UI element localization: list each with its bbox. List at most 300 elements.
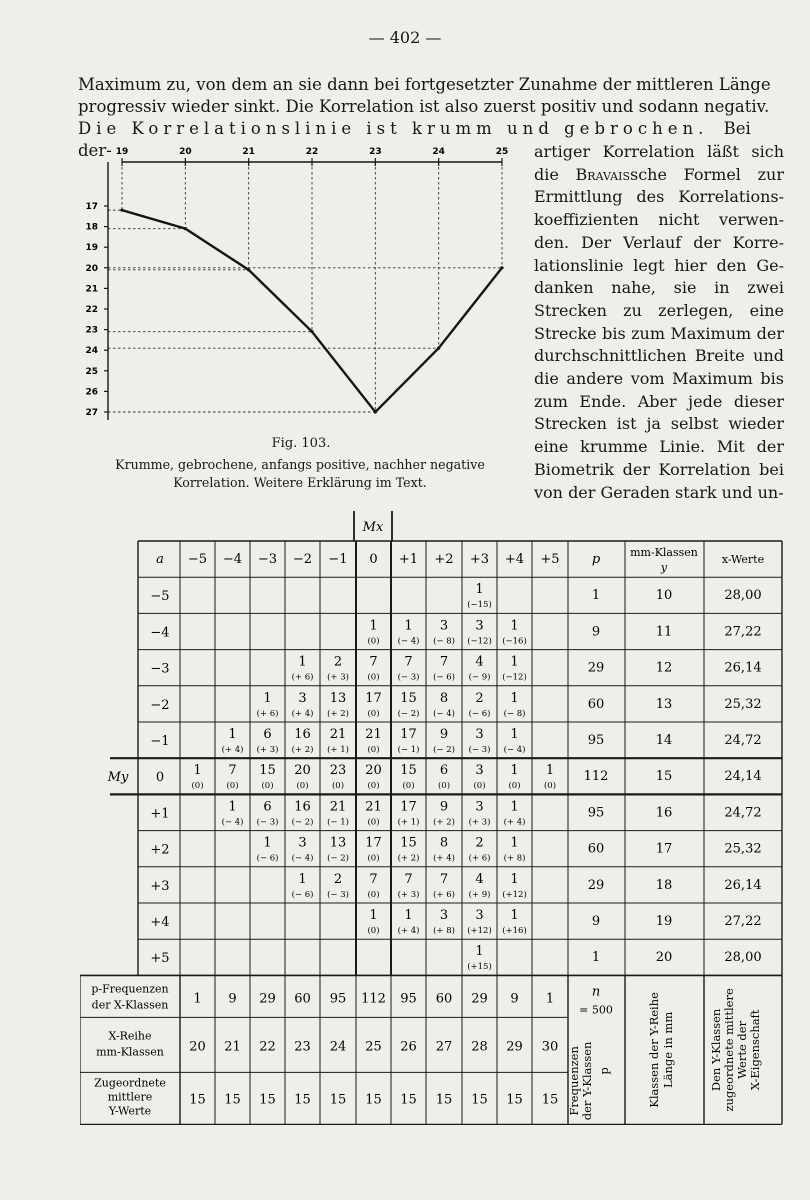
table-row xyxy=(150,582,761,610)
freq-value: 29 xyxy=(471,991,488,1007)
xreihe-value: 24 xyxy=(329,1039,347,1055)
cell-product: (− 6) xyxy=(433,672,455,683)
zug-value: 15 xyxy=(471,1092,488,1108)
spaced-emphasis-text: Die Korrelationslinie ist krumm und gebrochen. xyxy=(78,119,709,138)
paragraph-line-1: Maximum zu, von dem an sie dann bei fortgesetzter Zunahme der mittleren Länge xyxy=(78,75,771,94)
y-tick-label: 26 xyxy=(85,387,98,398)
zug-value: 15 xyxy=(224,1092,241,1108)
y-tick-label: 17 xyxy=(85,202,98,212)
cell-product: (− 9) xyxy=(468,672,491,683)
zug-value: 15 xyxy=(189,1092,206,1108)
row-x-wert: 25,32 xyxy=(724,696,762,712)
zug-value: 15 xyxy=(259,1092,276,1108)
cell-product: (0) xyxy=(226,781,239,792)
side-text-line: danken nahe, sie in zwei xyxy=(534,278,784,298)
cell-product: (+15) xyxy=(467,962,492,973)
cell-product: (0) xyxy=(367,889,380,900)
row-p-value: 95 xyxy=(587,733,605,748)
row-x-wert: 27,22 xyxy=(724,624,762,640)
cell-frequency: 7 xyxy=(228,763,237,779)
cell-frequency: 7 xyxy=(404,871,413,887)
xreihe-value: 27 xyxy=(435,1039,453,1055)
side-text-line: eine krumme Linie. Mit der xyxy=(534,437,784,457)
cell-frequency: 3 xyxy=(475,618,484,634)
cell-frequency: 1 xyxy=(228,799,237,815)
cell-product: (0) xyxy=(367,672,380,683)
y-tick-label: 18 xyxy=(85,222,98,233)
cell-product: (−15) xyxy=(467,600,492,611)
cell-product: (0) xyxy=(367,926,380,936)
cell-frequency: 9 xyxy=(439,799,449,815)
cell-product: (+ 6) xyxy=(291,672,314,683)
freq-value: 9 xyxy=(510,991,519,1007)
cell-product: (0) xyxy=(367,708,380,719)
cell-frequency: 17 xyxy=(365,835,382,851)
zug-label-3: Y-Werte xyxy=(108,1104,152,1118)
row-label: −5 xyxy=(150,589,170,605)
row-x-wert: 28,00 xyxy=(724,950,762,966)
row-x-wert: 26,14 xyxy=(724,660,762,676)
figure-caption-line-2: Korrelation. Weitere Erklärung im Text. xyxy=(173,475,427,490)
cell-product: (− 3) xyxy=(256,817,279,828)
cell-product: (− 2) xyxy=(291,817,314,828)
cell-product: (+ 1) xyxy=(327,745,349,755)
cell-product: (− 1) xyxy=(397,745,420,755)
xreihe-value: 29 xyxy=(506,1039,523,1055)
p-header: p xyxy=(591,552,601,567)
row-label: +4 xyxy=(150,915,170,930)
row-x-wert: 24,14 xyxy=(724,769,762,785)
cell-frequency: 15 xyxy=(400,690,417,706)
freq-value: 29 xyxy=(259,991,276,1007)
row-p-value: 60 xyxy=(587,841,605,857)
freq-value: 60 xyxy=(294,991,311,1007)
figure-caption-line-1: Krumme, gebrochene, anfangs positive, nachher negative xyxy=(115,457,485,472)
row-p-value: 9 xyxy=(591,624,601,640)
side-text-line: koeffizienten nicht verwen- xyxy=(534,210,784,230)
cell-frequency: 20 xyxy=(294,763,311,779)
cell-frequency: 13 xyxy=(329,690,347,706)
row-mm-class: 20 xyxy=(655,950,673,966)
cell-frequency: 9 xyxy=(439,727,449,742)
cell-frequency: 2 xyxy=(333,654,343,670)
cell-product: (+16) xyxy=(502,926,527,936)
xreihe-value: 28 xyxy=(471,1039,488,1055)
xreihe-label-2: mm-Klassen xyxy=(96,1045,164,1059)
zug-value: 15 xyxy=(400,1092,417,1108)
column-header: 0 xyxy=(369,552,378,567)
row-x-wert: 24,72 xyxy=(724,805,762,821)
cell-frequency: 8 xyxy=(439,690,449,706)
row-p-value: 1 xyxy=(591,588,601,604)
cell-product: (+ 4) xyxy=(221,745,244,755)
cell-product: (−16) xyxy=(502,636,527,647)
cell-product: (0) xyxy=(473,781,486,792)
cell-product: (0) xyxy=(331,781,345,792)
row-p-value: 29 xyxy=(587,877,605,893)
zug-value: 15 xyxy=(435,1092,453,1108)
freq-value: 1 xyxy=(545,991,555,1007)
paragraph-line-3-rest: Bei der- xyxy=(78,119,751,160)
cell-frequency: 2 xyxy=(475,690,484,706)
cell-frequency: 1 xyxy=(263,690,272,706)
row-p-value: 112 xyxy=(583,769,609,785)
zug-value: 15 xyxy=(329,1092,347,1108)
cell-product: (−12) xyxy=(467,636,492,647)
cell-frequency: 1 xyxy=(510,871,519,887)
y-tick-label: 27 xyxy=(85,408,98,418)
column-header: +3 xyxy=(469,552,490,567)
cell-frequency: 1 xyxy=(510,799,519,815)
x-werte-vertical-label: Werte der xyxy=(735,1020,749,1079)
cell-product: (+ 4) xyxy=(433,853,455,864)
side-text-line: artiger Korrelation läßt sich xyxy=(534,142,784,161)
column-header: −4 xyxy=(222,552,243,567)
cell-frequency: 21 xyxy=(365,727,382,742)
xreihe-value: 20 xyxy=(189,1039,206,1055)
cell-frequency: 4 xyxy=(475,654,484,670)
x-werte-vertical-label: X-Eigenschaft xyxy=(748,1009,762,1091)
row-mm-class: 11 xyxy=(655,624,673,640)
mm-vertical-label: Länge in mm xyxy=(661,1011,675,1089)
cell-frequency: 1 xyxy=(263,835,272,851)
cell-product: (0) xyxy=(367,636,380,647)
cell-product: (− 2) xyxy=(327,853,349,864)
side-text-line: Ermittlung des Korrelations- xyxy=(534,187,784,207)
side-text-line: Biometrik der Korrelation bei xyxy=(534,459,784,479)
row-p-value: 60 xyxy=(587,696,605,712)
x-tick-label: 25 xyxy=(495,147,509,157)
xreihe-label-1: X-Reihe xyxy=(108,1029,152,1043)
row-x-wert: 25,32 xyxy=(724,841,762,857)
cell-product: (0) xyxy=(261,781,274,792)
cell-frequency: 3 xyxy=(298,690,307,706)
figure-caption xyxy=(90,456,510,492)
cell-frequency: 1 xyxy=(369,618,378,634)
p-vertical-label: p xyxy=(597,1067,611,1075)
freq-value: 95 xyxy=(329,991,347,1007)
y-tick-label: 24 xyxy=(85,346,98,357)
x-tick-label: 24 xyxy=(432,147,445,157)
freq-value: 95 xyxy=(400,991,417,1007)
column-header: −3 xyxy=(257,552,278,567)
x-werte-header: x-Werte xyxy=(721,553,765,566)
cell-frequency: 1 xyxy=(369,908,378,923)
cell-frequency: 20 xyxy=(365,763,382,779)
cell-product: (+ 4) xyxy=(291,708,314,719)
cell-frequency: 6 xyxy=(263,727,272,742)
cell-product: (− 6) xyxy=(291,889,314,900)
cell-frequency: 1 xyxy=(510,835,519,851)
zug-label-1: Zugeordnete xyxy=(94,1076,166,1090)
cell-product: (+ 4) xyxy=(503,817,526,828)
xreihe-value: 21 xyxy=(224,1039,241,1055)
paragraph-line-2: progressiv wieder sinkt. Die Korrelation ist also zuerst positiv und sodann negativ. xyxy=(78,97,770,116)
cell-frequency: 7 xyxy=(369,871,378,887)
row-label: −3 xyxy=(150,661,170,677)
cell-product: (+12) xyxy=(467,926,492,936)
freq-label-1: p-Frequenzen xyxy=(91,982,169,996)
cell-product: (− 6) xyxy=(468,708,491,719)
row-p-value: 1 xyxy=(591,950,601,966)
side-text-line: Strecken zu zerlegen, eine xyxy=(534,300,784,320)
cell-frequency: 3 xyxy=(475,763,484,779)
cell-product: (0) xyxy=(508,781,521,792)
y-tick-label: 20 xyxy=(85,263,98,274)
cell-frequency: 13 xyxy=(329,835,347,851)
row-mm-class: 13 xyxy=(655,696,673,712)
cell-product: (+ 3) xyxy=(256,745,279,755)
cell-frequency: 1 xyxy=(510,908,519,923)
cell-frequency: 1 xyxy=(298,654,307,670)
correlation-table xyxy=(80,505,790,1125)
my-label: My xyxy=(107,770,129,786)
figure-title: Fig. 103. xyxy=(271,436,331,451)
row-x-wert: 28,00 xyxy=(724,588,762,604)
cell-frequency: 23 xyxy=(329,763,347,779)
x-tick-label: 22 xyxy=(305,147,319,157)
cell-product: (+ 2) xyxy=(291,745,314,755)
zug-value: 15 xyxy=(365,1092,382,1108)
cell-product: (−12) xyxy=(502,672,527,683)
cell-product: (+ 1) xyxy=(397,817,420,828)
row-label: −4 xyxy=(150,625,170,641)
cell-frequency: 1 xyxy=(510,618,519,634)
column-header: +1 xyxy=(398,552,419,567)
cell-frequency: 6 xyxy=(439,763,449,779)
x-tick-label: 23 xyxy=(369,147,382,157)
cell-frequency: 3 xyxy=(298,835,307,851)
mm-vertical-label: Klassen der Y-Reihe xyxy=(647,992,661,1108)
cell-frequency: 3 xyxy=(439,908,449,923)
cell-product: (+ 6) xyxy=(256,708,279,719)
freq-value: 9 xyxy=(228,991,237,1007)
cell-frequency: 16 xyxy=(294,799,311,815)
column-header: +4 xyxy=(504,552,525,567)
side-text-line: die andere vom Maximum bis xyxy=(534,369,784,389)
row-mm-class: 10 xyxy=(655,588,673,604)
table-row xyxy=(150,618,761,646)
row-label: 0 xyxy=(155,770,165,786)
cell-frequency: 1 xyxy=(228,727,237,742)
cell-product: (+12) xyxy=(502,889,527,900)
correlation-line-figure xyxy=(70,140,520,430)
cell-frequency: 1 xyxy=(510,690,519,706)
cell-frequency: 17 xyxy=(365,690,382,706)
row-mm-class: 17 xyxy=(655,841,673,857)
table-row xyxy=(150,836,761,864)
cell-product: (+ 8) xyxy=(433,926,455,936)
xreihe-value: 30 xyxy=(541,1039,559,1055)
row-mm-class: 19 xyxy=(655,914,673,929)
table-row xyxy=(150,691,761,719)
cell-frequency: 7 xyxy=(404,654,413,670)
row-label: −1 xyxy=(150,734,170,749)
row-mm-class: 16 xyxy=(655,805,673,821)
row-x-wert: 24,72 xyxy=(724,733,762,748)
cell-frequency: 16 xyxy=(294,727,311,742)
cell-frequency: 7 xyxy=(369,654,378,670)
side-text-line: lationslinie legt hier den Ge- xyxy=(534,255,784,275)
p-vertical-label: der Y-Klassen xyxy=(580,1041,594,1121)
cell-product: (+ 2) xyxy=(327,708,349,719)
freq-value: 60 xyxy=(435,991,453,1007)
table-row xyxy=(150,727,761,755)
cell-product: (0) xyxy=(402,781,415,792)
mm-header: mm-Klassen xyxy=(630,546,698,559)
freq-value: 1 xyxy=(193,991,202,1007)
row-label: +2 xyxy=(150,842,170,858)
cell-product: (− 4) xyxy=(221,817,244,828)
row-p-value: 95 xyxy=(587,805,605,821)
cell-frequency: 3 xyxy=(475,908,484,923)
cell-product: (0) xyxy=(367,781,380,792)
row-mm-class: 14 xyxy=(655,733,673,748)
table-row xyxy=(150,908,761,936)
row-mm-class: 15 xyxy=(655,769,673,785)
n-label: n xyxy=(591,984,601,1000)
cell-frequency: 15 xyxy=(400,763,417,779)
cell-product: (− 2) xyxy=(433,745,455,755)
side-text-line: von der Geraden stark und un- xyxy=(534,482,784,502)
cell-product: (− 6) xyxy=(256,853,279,864)
x-tick-label: 21 xyxy=(242,147,255,157)
cell-frequency: 1 xyxy=(475,582,484,598)
y-tick-label: 23 xyxy=(85,325,98,336)
side-text-line: Strecke bis zum Maximum der xyxy=(534,323,784,343)
table-row xyxy=(150,872,761,900)
xreihe-value: 22 xyxy=(259,1039,276,1055)
cell-product: (+ 4) xyxy=(397,926,420,936)
cell-frequency: 8 xyxy=(439,835,449,851)
row-p-value: 9 xyxy=(591,914,601,929)
cell-product: (− 4) xyxy=(291,853,314,864)
cell-frequency: 15 xyxy=(259,763,276,779)
cell-product: (+ 6) xyxy=(468,853,491,864)
row-label: +3 xyxy=(150,878,170,894)
column-header: +2 xyxy=(434,552,454,567)
cell-product: (− 3) xyxy=(468,745,491,755)
cell-product: (0) xyxy=(191,781,204,792)
cell-product: (+ 6) xyxy=(433,889,455,900)
column-header: −5 xyxy=(187,552,208,567)
cell-frequency: 1 xyxy=(404,908,413,923)
cell-product: (+ 9) xyxy=(468,889,491,900)
freq-value: 112 xyxy=(361,991,386,1007)
cell-product: (+ 3) xyxy=(397,889,420,900)
cell-product: (− 8) xyxy=(503,708,526,719)
cell-product: (0) xyxy=(296,781,309,792)
cell-frequency: 1 xyxy=(298,871,307,887)
xreihe-value: 25 xyxy=(365,1039,382,1055)
x-tick-label: 20 xyxy=(179,147,192,157)
side-text-line: zum Ende. Aber jede dieser xyxy=(534,391,784,411)
row-mm-class: 12 xyxy=(655,660,673,676)
row-label: +5 xyxy=(150,951,170,967)
side-text-column xyxy=(534,141,784,504)
cell-frequency: 1 xyxy=(510,654,519,670)
table-row xyxy=(150,944,761,972)
cell-frequency: 1 xyxy=(545,763,555,779)
cell-product: (− 1) xyxy=(327,817,349,828)
cell-product: (+ 3) xyxy=(327,672,349,683)
cell-frequency: 7 xyxy=(439,871,449,887)
cell-frequency: 7 xyxy=(439,654,449,670)
y-tick-label: 21 xyxy=(85,284,98,295)
p-vertical-label: Frequenzen xyxy=(567,1046,581,1116)
cell-frequency: 2 xyxy=(475,835,484,851)
row-x-wert: 26,14 xyxy=(724,877,762,893)
mm-header-y: y xyxy=(660,561,668,574)
cell-frequency: 2 xyxy=(333,871,343,887)
bravais-name: Bravais xyxy=(575,164,630,184)
cell-product: (0) xyxy=(437,781,451,792)
cell-product: (0) xyxy=(367,853,380,864)
side-text-line: den. Der Verlauf der Korre- xyxy=(534,232,784,252)
cell-product: (− 2) xyxy=(397,708,420,719)
x-tick-label: 19 xyxy=(115,147,129,157)
x-werte-vertical-label: zugeordnete mittlere xyxy=(722,988,736,1112)
row-label: −2 xyxy=(150,697,170,713)
cell-frequency: 1 xyxy=(193,763,202,779)
cell-product: (0) xyxy=(367,745,380,755)
cell-frequency: 1 xyxy=(510,763,519,779)
cell-product: (+ 2) xyxy=(433,817,455,828)
cell-product: (− 4) xyxy=(503,745,526,755)
cell-product: (0) xyxy=(543,781,557,792)
cell-frequency: 3 xyxy=(475,799,484,815)
cell-frequency: 1 xyxy=(510,727,519,742)
cell-product: (− 3) xyxy=(327,889,349,900)
cell-product: (− 4) xyxy=(433,708,455,719)
mx-label: Mx xyxy=(362,520,384,535)
table-row xyxy=(150,655,761,683)
cell-product: (+ 2) xyxy=(397,853,420,864)
zug-label-2: mittlere xyxy=(107,1090,153,1104)
table-row xyxy=(156,763,762,791)
cell-frequency: 6 xyxy=(263,799,272,815)
cell-product: (− 8) xyxy=(433,636,455,647)
row-label: +1 xyxy=(150,806,170,822)
cell-frequency: 17 xyxy=(400,727,417,742)
row-mm-class: 18 xyxy=(655,877,673,893)
cell-product: (− 3) xyxy=(397,672,420,683)
y-tick-label: 19 xyxy=(85,243,98,254)
side-text-line: die Bravaissche Formel zur xyxy=(534,164,784,184)
cell-frequency: 1 xyxy=(475,944,484,960)
freq-label-2: der X-Klassen xyxy=(91,998,169,1012)
cell-product: (+ 8) xyxy=(503,853,526,864)
cell-product: (− 4) xyxy=(397,636,420,647)
correlation-curve xyxy=(122,210,502,412)
column-header: −1 xyxy=(328,552,348,567)
cell-frequency: 17 xyxy=(400,799,417,815)
cell-frequency: 1 xyxy=(404,618,413,634)
zug-value: 15 xyxy=(541,1092,559,1108)
cell-product: (0) xyxy=(367,817,380,828)
zug-value: 15 xyxy=(506,1092,523,1108)
cell-frequency: 3 xyxy=(439,618,449,634)
side-text-line: durchschnittlichen Breite und xyxy=(534,346,784,366)
cell-frequency: 15 xyxy=(400,835,417,851)
row-p-value: 29 xyxy=(587,660,605,676)
xreihe-value: 23 xyxy=(294,1039,311,1055)
x-werte-vertical-label: Den Y-Klassen xyxy=(709,1008,723,1092)
corner-a-label: a xyxy=(156,552,164,567)
y-tick-label: 22 xyxy=(85,305,98,315)
column-header: +5 xyxy=(540,552,560,567)
side-text-line: Strecken ist ja selbst wieder xyxy=(534,414,784,434)
